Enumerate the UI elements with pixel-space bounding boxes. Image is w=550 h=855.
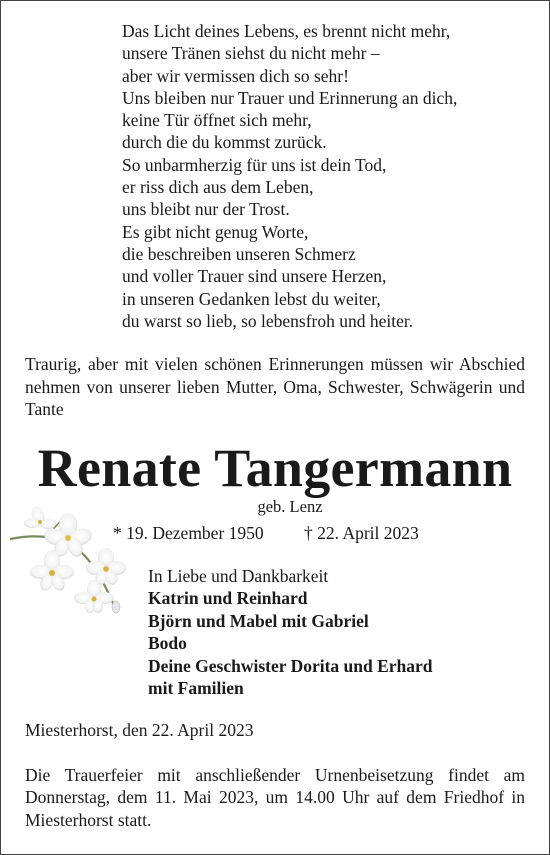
poem-line: durch die du kommst zurück. — [122, 132, 327, 153]
poem-line: So unbarmherzig für uns ist dein Tod, — [122, 154, 387, 175]
mourner-name: Bodo — [148, 633, 187, 654]
deceased-name: Renate Tangermann — [37, 438, 513, 498]
poem-line: aber wir vermissen dich so sehr! — [122, 65, 349, 86]
poem-line: du warst so lieb, so lebensfroh und heiter. — [122, 310, 414, 331]
mourner-name: mit Familien — [148, 678, 244, 699]
mourner-name: Björn und Mabel mit Gabriel — [148, 610, 369, 631]
life-dates — [113, 522, 419, 544]
mourners-intro: In Liebe und Dankbarkeit — [148, 566, 329, 586]
place-date: Miesterhorst, den 22. April 2023 — [25, 720, 254, 740]
birth-date: * 19. Dezember 1950 — [113, 523, 264, 543]
intro-text: Traurig, aber mit vielen schönen Erinnerungen müssen wir Abschied nehmen von unserer lieben Mutter, Oma, Schwester, Schwägerin und Tante — [25, 354, 525, 419]
mourner-name: Katrin und Reinhard — [148, 588, 308, 609]
poem-line: in unseren Gedanken lebst du weiter, — [122, 288, 381, 309]
poem-line: keine Tür öffnet sich mehr, — [122, 110, 312, 131]
poem — [122, 20, 457, 332]
poem-line: Das Licht deines Lebens, es brennt nicht mehr, — [122, 21, 451, 41]
poem-line: unsere Tränen siehst du nicht mehr – — [122, 43, 380, 64]
funeral-info: Die Trauerfeier mit anschließender Urnenbeisetzung findet am Donnerstag, dem 11. Mai 2023, um 14.00 Uhr auf dem Friedhof in Miesterhorst statt. — [25, 765, 525, 830]
poem-line: er riss dich aus dem Leben, — [122, 177, 314, 198]
poem-line: uns bleibt nur der Trost. — [122, 199, 290, 220]
mourner-name: Deine Geschwister Dorita und Erhard — [148, 655, 433, 676]
orchid-image — [10, 505, 135, 615]
poem-line: Es gibt nicht genug Worte, — [122, 221, 309, 242]
poem-line: und voller Trauer sind unsere Herzen, — [122, 266, 387, 287]
birth-name: geb. Lenz — [257, 497, 323, 516]
death-date: † 22. April 2023 — [304, 523, 419, 543]
mourners-block — [148, 565, 433, 699]
poem-line: Uns bleiben nur Trauer und Erinnerung an dich, — [122, 87, 458, 108]
poem-line: die beschreiben unseren Schmerz — [122, 243, 356, 264]
